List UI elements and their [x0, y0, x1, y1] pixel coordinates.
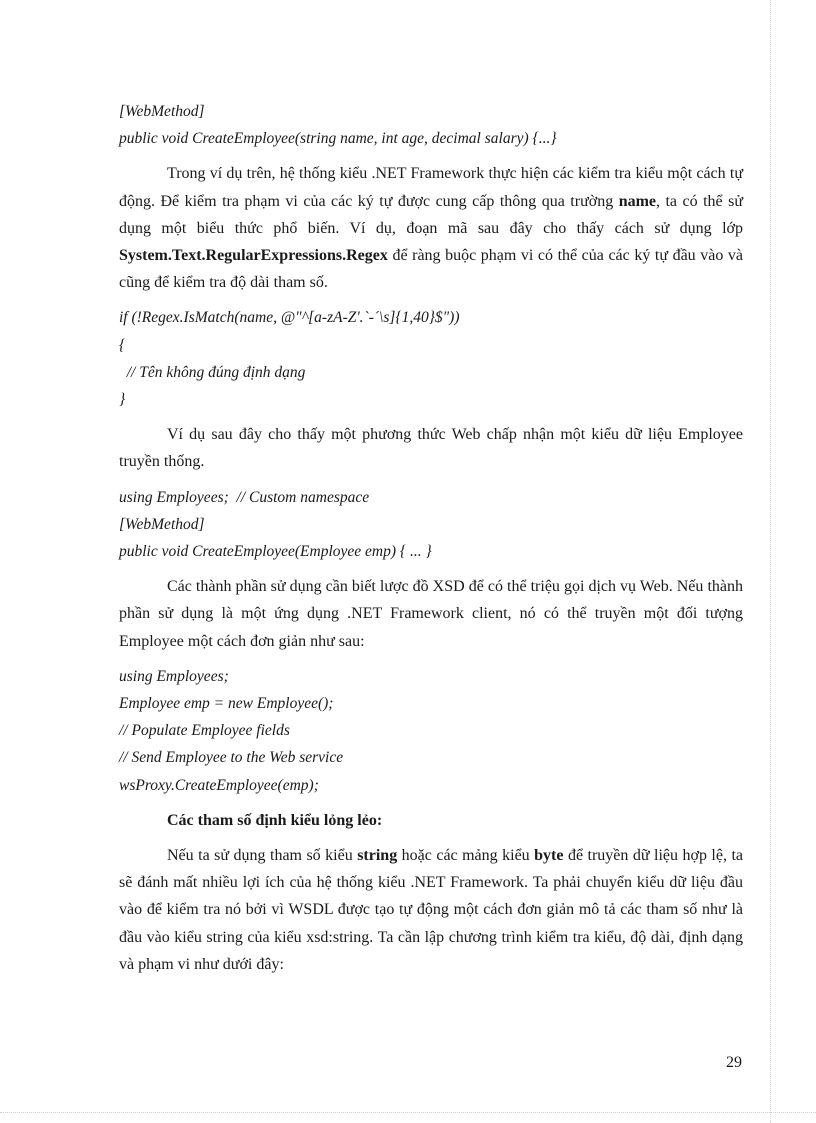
code-line: { [119, 336, 126, 354]
code-line: public void CreateEmployee(Employee emp) { ... } [119, 543, 432, 561]
section-heading: Các tham số định kiểu lỏng lẻo: [167, 811, 383, 829]
code-block-webmethod [119, 98, 743, 152]
code-line: [WebMethod] [119, 515, 205, 533]
paragraph-xsd-client: Các thành phần sử dụng cần biết lược đồ XSD để có thể triệu gọi dịch vụ Web. Nếu thành phần sử dụng là một ứng dụng .NET Framework client, nó có thể truyền một đối tượng Employee một cách đơn giản như sau: [119, 578, 743, 650]
code-line: public void CreateEmployee(string name, int age, decimal salary) {...} [119, 130, 557, 148]
code-line: [WebMethod] [119, 103, 205, 120]
code-line: Employee emp = new Employee(); [119, 695, 334, 713]
code-line: if (!Regex.IsMatch(name, @"^[a-zA-Z'.`-´\s]{1,40}$")) [119, 309, 460, 327]
code-line: wsProxy.CreateEmployee(emp); [119, 776, 319, 794]
code-line: using Employees; // Custom namespace [119, 488, 370, 506]
page-bottom-border [0, 1112, 816, 1113]
paragraph-employee-type: Ví dụ sau đây cho thấy một phương thức Web chấp nhận một kiểu dữ liệu Employee truyền thống. [119, 426, 743, 471]
code-line: using Employees; [119, 667, 229, 685]
code-line: // Send Employee to the Web service [119, 749, 344, 767]
code-block-regex [119, 304, 743, 413]
page-right-border [770, 0, 771, 1123]
paragraph-loose-params: Nếu ta sử dụng tham số kiểu string hoặc các mảng kiểu byte để truyền dữ liệu hợp lệ, ta sẽ đánh mất nhiều lợi ích của hệ thống kiểu .NET Framework. Ta phải chuyển kiểu dữ liệu đầu vào để kiểm tra nó bởi vì WSDL được tạo tự động một cách đơn giản mô tả các tham số như là đầu vào kiểu string của kiểu xsd:string. Ta cần lập chương trình kiểm tra kiểu, độ dài, định dạng và phạm vi như dưới đây: [119, 847, 743, 973]
paragraph-regex-intro: Trong ví dụ trên, hệ thống kiểu .NET Framework thực hiện các kiểm tra kiểu một cách tự động. Để kiểm tra phạm vi của các ký tự được cung cấp thông qua trường name, ta có thể sử dụng một biểu thức phổ biến. Ví dụ, đoạn mã sau đây cho thấy cách sử dụng lớp System.Text.RegularExpressions.Regex để ràng buộc phạm vi có thể của các ký tự đầu vào và cũng để kiểm tra độ dài tham số. [119, 165, 743, 292]
code-block-employee-method [119, 484, 743, 566]
code-line: } [119, 391, 126, 409]
code-line: // Tên không đúng định dạng [119, 363, 306, 381]
code-block-client-call [119, 663, 743, 799]
page-content [119, 98, 743, 978]
page-number: 29 [726, 1054, 742, 1071]
code-line: // Populate Employee fields [119, 722, 290, 740]
